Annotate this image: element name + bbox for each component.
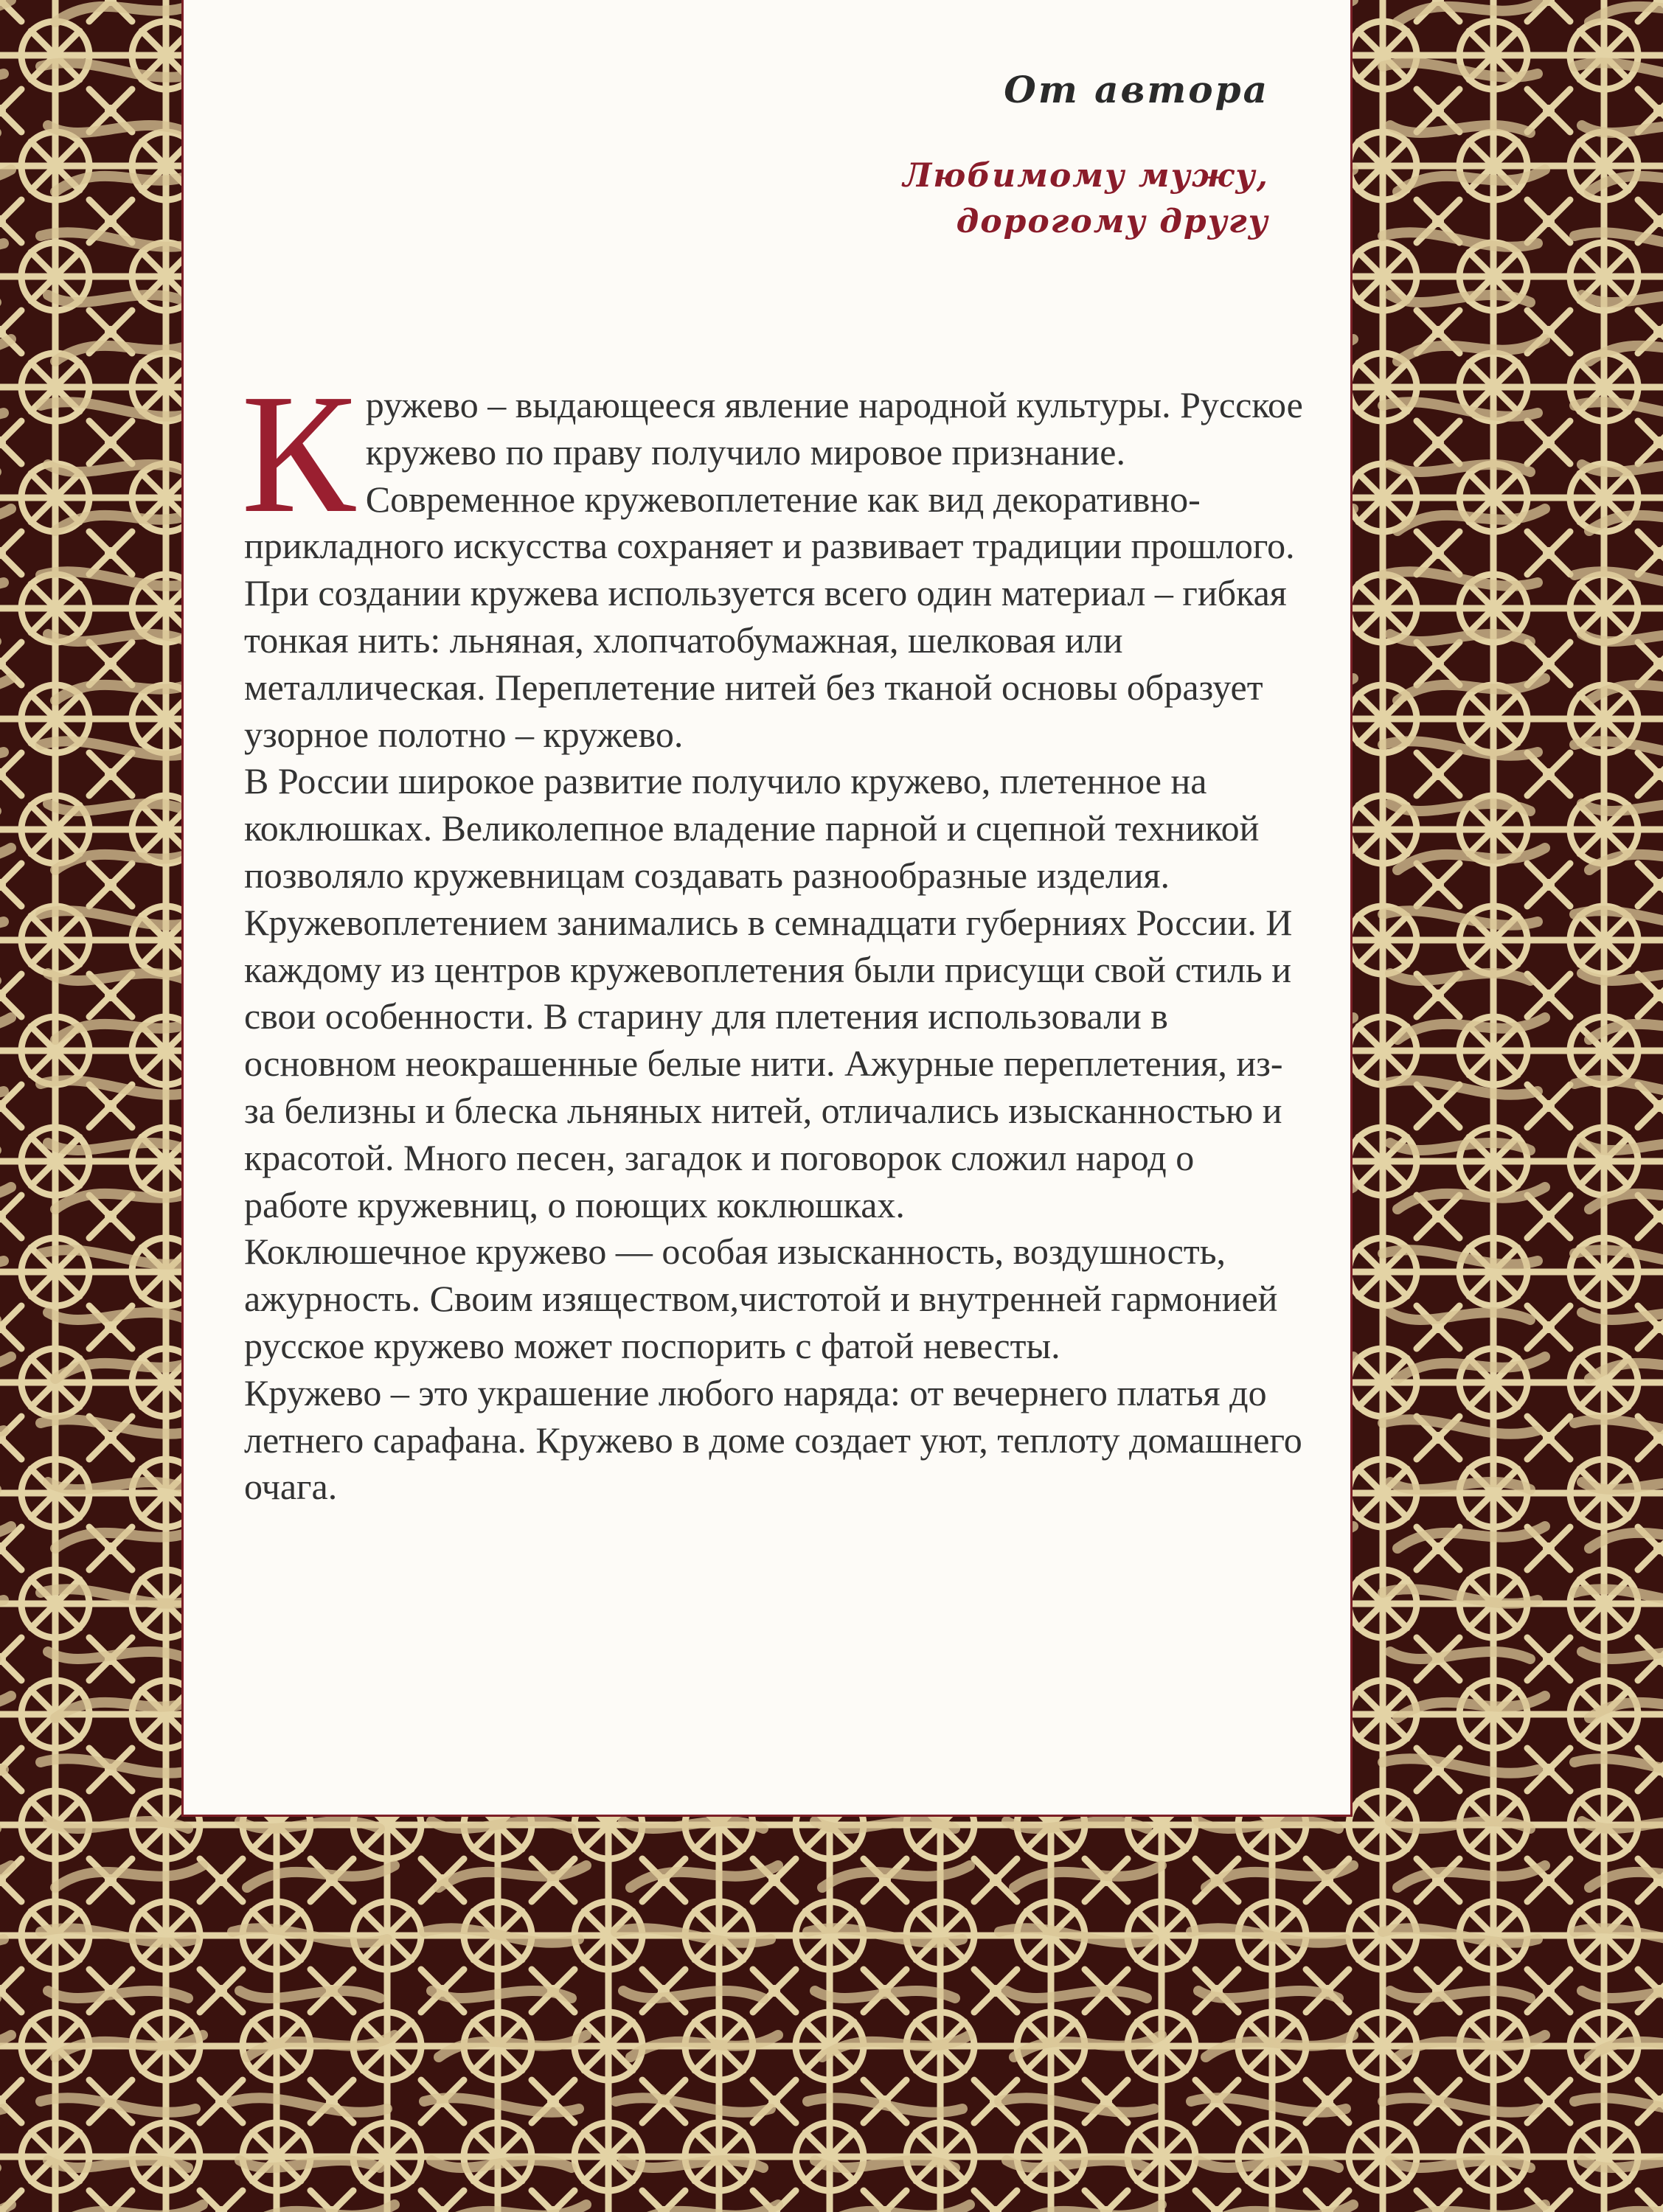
paragraph: При создании кружева используется всего один материал – гибкая тонкая нить: льняная, хлопчатобумажная, шелковая или металлическая. Переплетение нитей без тканой основы образует узорное полотно – кружево.	[244, 572, 1287, 755]
foreword-body	[241, 359, 1306, 1511]
paragraph: ружево – выдающееся явление народной культуры. Русское кружево по праву получило мировое признание. Современное кружевоплетение как вид декоративно-прикладного искусства сохраняет и развивает традиции прошлого.	[244, 384, 1303, 567]
dedication-line-1: Любимому мужу,	[903, 157, 1269, 195]
drop-cap: К	[241, 359, 355, 549]
paragraph: Кружево – это украшение любого наряда: от вечернего платья до летнего сарафана. Кружево в доме создает уют, теплоту домашнего очага.	[244, 1371, 1302, 1508]
text-panel	[181, 0, 1353, 1817]
dedication-line-2: дорогому другу	[956, 203, 1269, 240]
paragraph: Коклюшечное кружево — особая изысканность, воздушность, ажурность. Своим изяществом,чистотой и внутренней гармонией русское кружево может поспорить с фатой невесты.	[244, 1231, 1278, 1366]
dedication	[903, 153, 1269, 245]
section-heading: От автора	[1004, 68, 1269, 111]
paragraph: В России широкое развитие получило кружево, плетенное на коклюшках. Великолепное владение парной и сцепной техникой позволяло кружевницам создавать разнообразные изделия. Кружевоплетением занимались в семнадцати губерниях России. И каждому из центров кружевоплетения были присущи свой стиль и свои особенности. В старину для плетения использовали в основном неокрашенные белые нити. Ажурные переплетения, из-за белизны и блеска льняных нитей, отличались изысканностью и красотой. Много песен, загадок и поговорок сложил народ о работе кружевниц, о поющих коклюшках.	[244, 760, 1293, 1225]
